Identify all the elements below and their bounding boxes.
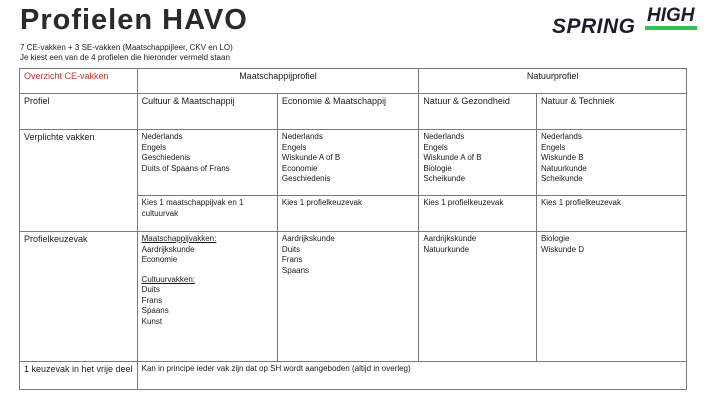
keuze-heading-maatschappij: Maatschappijvakken: bbox=[141, 234, 217, 243]
keuze-nt bbox=[536, 232, 686, 362]
list-item: Spaans bbox=[141, 306, 169, 315]
verplicht-ng bbox=[419, 130, 537, 196]
list-item: Wiskunde A of B bbox=[423, 153, 482, 162]
list-item: Scheikunde bbox=[423, 174, 466, 183]
profile-ng: Natuur & Gezondheid bbox=[419, 94, 537, 130]
kies-em: Kies 1 profielkeuzevak bbox=[277, 196, 418, 232]
keuze-em bbox=[277, 232, 418, 362]
list-item: Geschiedenis bbox=[281, 174, 331, 183]
table-row-keuze bbox=[20, 232, 687, 362]
list-item: Aardrijkskunde bbox=[423, 234, 477, 243]
list-item: Engels bbox=[423, 142, 448, 152]
list-item: Duits of Spaans of Frans bbox=[141, 163, 230, 173]
keuze-heading-cultuur: Cultuurvakken: bbox=[141, 274, 195, 284]
list-item: Duits bbox=[141, 285, 160, 294]
row-label-profiel: Profiel bbox=[20, 94, 138, 130]
list-item: Frans bbox=[141, 295, 163, 305]
list-item: Geschiedenis bbox=[141, 153, 191, 162]
list-item: Nederlands bbox=[423, 132, 465, 141]
logo-high-text: HIGH bbox=[645, 6, 697, 30]
kies-ng: Kies 1 profielkeuzevak bbox=[419, 196, 537, 232]
list-item: Engels bbox=[141, 142, 167, 152]
list-item: Economie bbox=[281, 163, 318, 173]
list-item: Natuurkunde bbox=[540, 163, 587, 173]
springhigh-logo bbox=[552, 6, 708, 40]
list-item: Wiskunde D bbox=[540, 244, 585, 254]
keuze-cm bbox=[137, 232, 277, 362]
table-header-row bbox=[20, 69, 687, 94]
profiles-table bbox=[19, 68, 687, 390]
list-item: Scheikunde bbox=[540, 174, 583, 183]
list-item: Biologie bbox=[540, 234, 570, 243]
list-item: Kunst bbox=[141, 316, 163, 326]
header-maatschappijprofiel: Maatschappijprofiel bbox=[137, 69, 419, 94]
profile-cm: Cultuur & Maatschappij bbox=[137, 94, 277, 130]
list-item: Nederlands bbox=[141, 132, 183, 141]
list-item: Nederlands bbox=[540, 132, 582, 141]
list-item: Aardrijkskunde bbox=[141, 244, 195, 254]
subtitle-line-1: 7 CE-vakken + 3 SE-vakken (Maatschappijleer, CKV en LO) bbox=[20, 43, 233, 52]
kies-cm: Kies 1 maatschappijvak en 1 cultuurvak bbox=[137, 196, 277, 232]
table-row-vrij bbox=[20, 362, 687, 390]
profile-em: Economie & Maatschappij bbox=[277, 94, 418, 130]
table-row-verplicht bbox=[20, 130, 687, 196]
list-item: Wiskunde B bbox=[540, 153, 584, 162]
logo-spring-text: SPRING bbox=[552, 15, 636, 38]
row-label-keuze: Profielkeuzevak bbox=[20, 232, 138, 362]
list-item: Engels bbox=[281, 142, 307, 152]
list-item: Wiskunde A of B bbox=[281, 153, 341, 162]
subtitle-line-2: Je kiest een van de 4 profielen die hieronder vermeld staan bbox=[20, 53, 230, 62]
profile-nt: Natuur & Techniek bbox=[536, 94, 686, 130]
page-title: Profielen HAVO bbox=[20, 4, 248, 36]
verplicht-cm bbox=[137, 130, 277, 196]
keuze-ng bbox=[419, 232, 537, 362]
header-overview: Overzicht CE-vakken bbox=[20, 69, 138, 94]
list-item: Duits bbox=[281, 244, 301, 254]
list-item: Spaans bbox=[281, 265, 310, 275]
list-item: Nederlands bbox=[281, 132, 323, 141]
list-item: Economie bbox=[141, 255, 178, 264]
row-label-vrij: 1 keuzevak in het vrije deel bbox=[20, 362, 138, 390]
verplicht-em bbox=[277, 130, 418, 196]
row-label-verplicht: Verplichte vakken bbox=[20, 130, 138, 232]
header-natuurprofiel: Natuurprofiel bbox=[419, 69, 687, 94]
list-item: Aardrijkskunde bbox=[281, 234, 335, 243]
vrij-text: Kan in principe ieder vak zijn dat op SH wordt aangeboden (altijd in overleg) bbox=[137, 362, 686, 390]
list-item: Biologie bbox=[423, 163, 452, 173]
list-item: Frans bbox=[281, 255, 303, 264]
list-item: Natuurkunde bbox=[423, 244, 470, 254]
kies-nt: Kies 1 profielkeuzevak bbox=[536, 196, 686, 232]
table-row-profiel bbox=[20, 94, 687, 130]
list-item: Engels bbox=[540, 142, 566, 152]
verplicht-nt bbox=[536, 130, 686, 196]
